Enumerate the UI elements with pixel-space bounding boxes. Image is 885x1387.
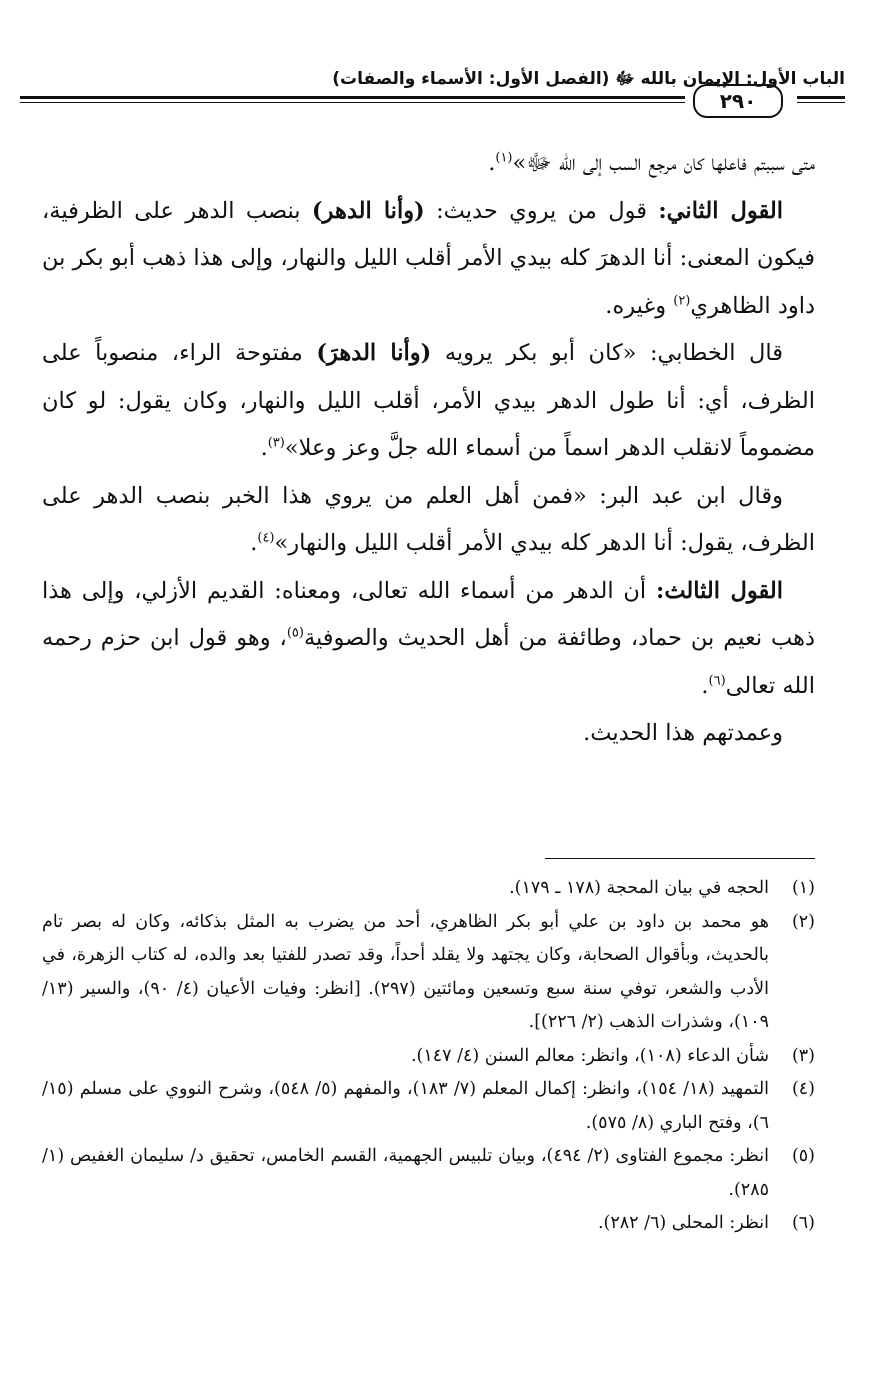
footnote-1: (١) الحجه في بيان المحجة (١٧٨ ـ ١٧٩). (509, 878, 815, 898)
paragraph-4: وقال ابن عبد البر: «فمن أهل العلم من يروي هذا الخبر بنصب الدهر على الظرف، يقول: أنا الدهر كله بيدي الأمر أقلب الليل والنهار»$^{(٤)}$. (42, 482, 815, 556)
running-title: الباب الأول: الإيمان بالله ﷻ (الفصل الأول: الأسماء والصفات) (332, 69, 845, 89)
footnote-4: (٤) التمهيد (١٨/ ١٥٤)، وانظر: إكمال المعلم (٧/ ١٨٣)، والمفهم (٥/ ٥٤٨)، وشرح النووي على مسلم (١٥/ ٦)، وفتح الباري (٨/ ٥٧٥). (42, 1079, 815, 1133)
header-rule-short-thin (797, 102, 845, 103)
page-header (20, 60, 845, 120)
paragraph-1: متى سببتم فاعلها كان مرجع السب إلى الله ﷻ»$^{(١)}$. (488, 150, 815, 176)
header-rule-thin (20, 102, 685, 103)
footnote-2: (٢) هو محمد بن داود بن علي أبو بكر الظاهري، أحد من يضرب به المثل بذكائه، وكان له بصر تام بالحديث، وبأقوال الصحابة، وكان يجتهد ولا يقلد أحداً، وقد تصدر للفتيا بعد والده، له كتاب الزهرة، في الأدب والشعر، توفي سنة سبع وتسعين ومائتين (٢٩٧). [انظر: وفيات الأعيان (٤/ ٩٠)، والسير (١٣/ ١٠٩)، وشذرات الذهب (٢/ ٢٢٦)]. (42, 911, 815, 1032)
footnote-3: (٣) شأن الدعاء (١٠٨)، وانظر: معالم السنن (٤/ ١٤٧). (410, 1045, 815, 1066)
page-number: ٢٩٠ (693, 84, 783, 118)
footnote-6: (٦) انظر: المحلى (٦/ ٢٨٢). (597, 1213, 815, 1233)
heading-second-opinion: القول الثاني: (658, 197, 783, 224)
header-rule-short (797, 96, 845, 99)
footnotes (42, 872, 815, 1241)
footnote-5: (٥) انظر: مجموع الفتاوى (٢/ ٤٩٤)، وبيان تلبيس الجهمية، القسم الخامس، تحقيق د/ سليمان الغفيص (١/ ٢٨٥). (42, 1146, 815, 1200)
heading-third-opinion: القول الثالث: (656, 577, 783, 604)
footnote-separator (545, 858, 815, 859)
paragraph-5: القول الثالث: أن الدهر من أسماء الله تعالى، ومعناه: القديم الأزلي، وإلى هذا ذهب نعيم بن حماد، وطائفة من أهل الحديث والصوفية$^{(٥)}$، وهو قول ابن حزم رحمه الله تعالى$^{(٦)}$. (42, 577, 816, 699)
main-text (42, 140, 815, 758)
header-rule-thick (20, 96, 685, 99)
paragraph-6: وعمدتهم هذا الحديث. (583, 720, 783, 746)
paragraph-3: قال الخطابي: «كان أبو بكر يرويه (وأنا الدهرَ) مفتوحة الراء، منصوباً على الظرف، أي: أنا طول الدهر بيدي الأمر، أقلب الليل والنهار، وكان يقول: لو كان مضموماً لانقلب الدهر اسماً من أسماء الله جلَّ وعز وعلا»$^{(٣)}$. (42, 340, 815, 461)
paragraph-2: القول الثاني: قول من يروي حديث: (وأنا الدهر) بنصب الدهر على الظرفية، فيكون المعنى: أنا الدهرَ كله بيدي الأمر أقلب الليل والنهار، وإلى هذا ذهب أبو بكر بن داود الظاهري$^{(٢)}$ وغيره. (42, 197, 815, 319)
